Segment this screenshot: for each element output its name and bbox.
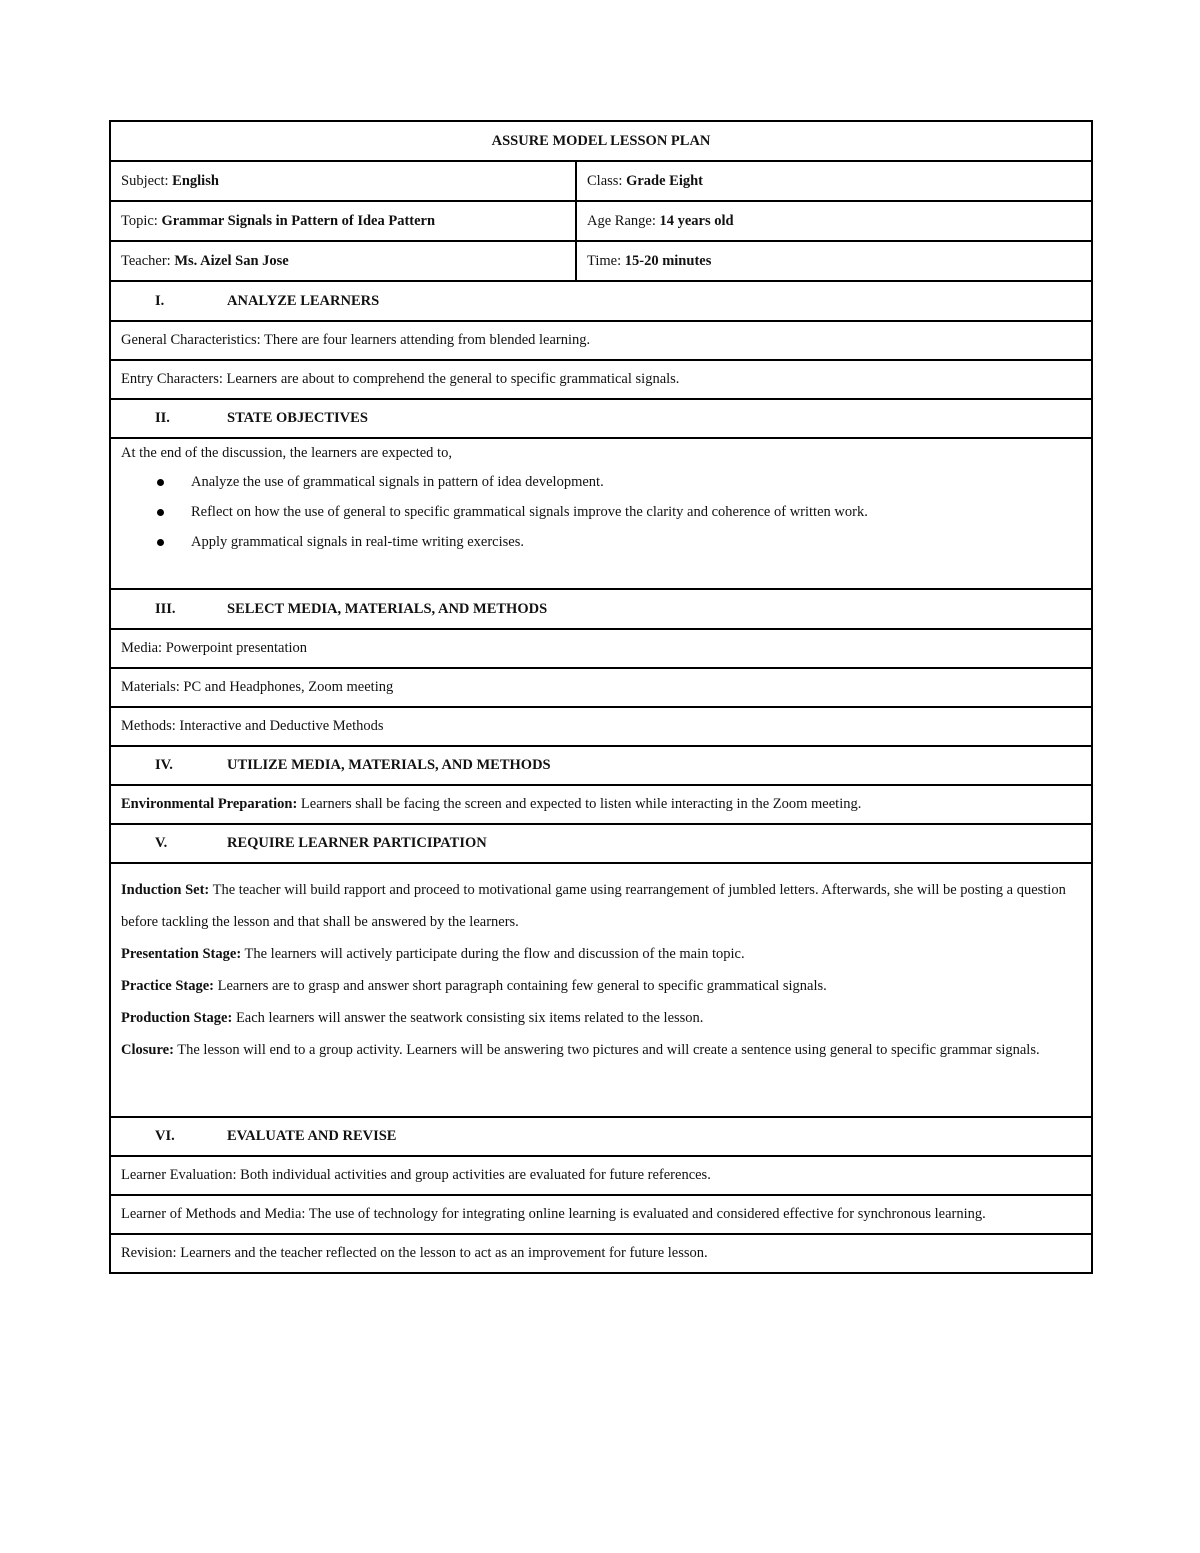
time-label: Time: (587, 252, 622, 269)
methods-media-evaluation: Learner of Methods and Media: The use of technology for integrating online learning is evaluated and considered effective for synchronous learning. (110, 1195, 1092, 1234)
section-title: SELECT MEDIA, MATERIALS, AND METHODS (227, 600, 548, 617)
section-heading-analyze-learners (110, 281, 1092, 321)
section-number: IV. (155, 757, 173, 773)
page-title: ASSURE MODEL LESSON PLAN (110, 121, 1092, 161)
section-heading-require-participation (110, 824, 1092, 863)
section-heading-select-media (110, 589, 1092, 629)
section-title: STATE OBJECTIVES (227, 410, 368, 426)
section-title: UTILIZE MEDIA, MATERIALS, AND METHODS (227, 757, 551, 773)
induction-set (121, 874, 1081, 938)
time-value: 15-20 minutes (624, 252, 712, 269)
learner-evaluation: Learner Evaluation: Both individual activities and group activities are evaluated for future references. (110, 1156, 1092, 1195)
objective-item: Reflect on how the use of general to specific grammatical signals improve the clarity and coherence of written work. (191, 504, 1081, 521)
class-value: Grade Eight (626, 172, 704, 189)
section-title: ANALYZE LEARNERS (227, 292, 380, 309)
methods-row: Methods: Interactive and Deductive Methods (110, 707, 1092, 746)
practice-stage (121, 970, 1081, 1002)
env-text: Learners shall be facing the screen and expected to listen while interacting in the Zoom meeting. (297, 796, 862, 812)
class-label: Class: (587, 172, 623, 189)
section-heading-state-objectives (110, 399, 1092, 438)
lesson-plan-table (109, 120, 1093, 1274)
section-number: II. (155, 410, 170, 426)
teacher-value: Ms. Aizel San Jose (174, 252, 289, 269)
entry-characters: Entry Characters: Learners are about to comprehend the general to specific grammatical signals. (110, 360, 1092, 399)
section-title: REQUIRE LEARNER PARTICIPATION (227, 835, 487, 851)
objectives-intro: At the end of the discussion, the learners are expected to, (121, 445, 452, 461)
class-cell (576, 161, 1092, 201)
objective-item: Apply grammatical signals in real-time writing exercises. (191, 534, 1081, 551)
age-label: Age Range: (587, 212, 656, 229)
age-cell (576, 201, 1092, 241)
closure (121, 1034, 1081, 1066)
section-number: V. (155, 835, 168, 851)
subject-value: English (172, 172, 219, 189)
objective-item: Analyze the use of grammatical signals in pattern of idea development. (191, 474, 1081, 491)
env-label: Environmental Preparation: (121, 796, 298, 812)
topic-value: Grammar Signals in Pattern of Idea Pattern (161, 212, 436, 229)
environmental-preparation (110, 785, 1092, 824)
topic-label: Topic: (121, 212, 158, 229)
section-heading-evaluate-revise (110, 1117, 1092, 1156)
age-value: 14 years old (659, 212, 734, 229)
section-heading-utilize-media (110, 746, 1092, 785)
materials-row: Materials: PC and Headphones, Zoom meeting (110, 668, 1092, 707)
section-number: VI. (155, 1128, 175, 1144)
teacher-label: Teacher: (121, 252, 171, 269)
section-number: I. (155, 292, 165, 309)
practice-label: Practice Stage: (121, 978, 214, 994)
presentation-label: Presentation Stage: (121, 946, 242, 962)
practice-text: Learners are to grasp and answer short paragraph containing few general to specific grammatical signals. (214, 978, 827, 994)
induction-text: The teacher will build rapport and proceed to motivational game using rearrangement of jumbled letters. Afterwards, she will be posting a question before tackling the lesson and that shall be answered by the learners. (121, 882, 1066, 930)
presentation-stage (121, 938, 1081, 970)
participation-cell (110, 863, 1092, 1117)
general-characteristics: General Characteristics: There are four learners attending from blended learning. (110, 321, 1092, 360)
production-label: Production Stage: (121, 1010, 233, 1026)
time-cell (576, 241, 1092, 281)
presentation-text: The learners will actively participate during the flow and discussion of the main topic. (241, 946, 745, 962)
subject-label: Subject: (121, 172, 169, 189)
objectives-list (121, 474, 1081, 551)
teacher-cell (110, 241, 576, 281)
production-text: Each learners will answer the seatwork consisting six items related to the lesson. (232, 1010, 704, 1026)
topic-cell (110, 201, 576, 241)
closure-text: The lesson will end to a group activity. Learners will be answering two pictures and will create a sentence using general to specific grammar signals. (173, 1042, 1040, 1058)
subject-cell (110, 161, 576, 201)
closure-label: Closure: (121, 1042, 174, 1058)
objectives-cell (110, 438, 1092, 589)
section-title: EVALUATE AND REVISE (227, 1128, 397, 1144)
section-number: III. (155, 600, 176, 617)
production-stage (121, 1002, 1081, 1034)
media-row: Media: Powerpoint presentation (110, 629, 1092, 668)
revision: Revision: Learners and the teacher reflected on the lesson to act as an improvement for future lesson. (110, 1234, 1092, 1273)
induction-label: Induction Set: (121, 882, 210, 898)
